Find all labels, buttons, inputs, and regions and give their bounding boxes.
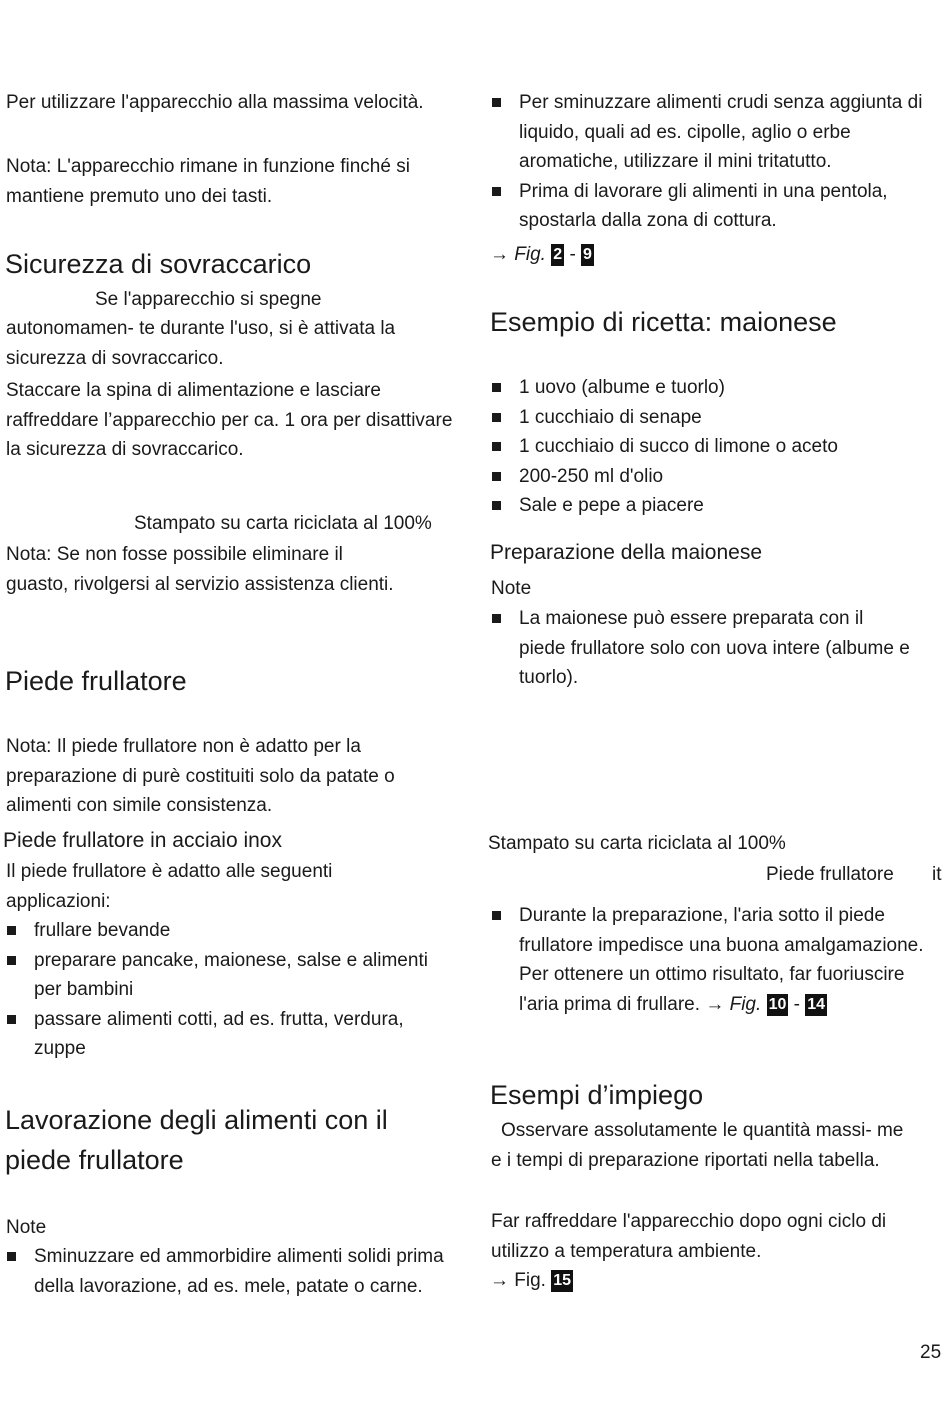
- arrow-right-icon: →: [705, 993, 725, 1015]
- fig-number-badge: 14: [805, 994, 827, 1016]
- list-item: Sale e pepe a piacere: [491, 491, 947, 521]
- paragraph-service: Nota: Se non fosse possibile eliminare il guasto, rivolgersi al servizio assistenza clienti.: [6, 544, 394, 595]
- fig-range-separator: -: [793, 993, 800, 1015]
- heading-lavorazione: Lavorazione degli alimenti con il piede frullatore: [5, 1105, 388, 1175]
- fig-number-badge: 9: [581, 244, 594, 266]
- language-code: it: [932, 864, 942, 885]
- paragraph-quantities: Osservare assolutamente le quantità massi- me e i tempi di preparazione riportati nella tabella.: [491, 1120, 904, 1171]
- subheading-preparazione: Preparazione della maionese: [490, 541, 763, 564]
- arrow-right-icon: →: [490, 1270, 509, 1291]
- fig-range-separator: -: [569, 244, 576, 265]
- figure-reference-2-9: [490, 241, 594, 269]
- page-number: 25: [920, 1342, 942, 1363]
- notes-list-right: [491, 604, 911, 693]
- paragraph-applications: Il piede frullatore è adatto alle seguenti applicazioni:: [6, 861, 333, 912]
- fig-number-badge: 15: [551, 1270, 573, 1292]
- fig-number-badge: 10: [767, 994, 789, 1016]
- printed-note-left: Stampato su carta riciclata al 100%: [134, 513, 432, 534]
- arrow-right-icon: →: [490, 244, 509, 265]
- notes-list-left: [6, 1242, 456, 1301]
- list-item: 1 cucchiaio di succo di limone o aceto: [491, 432, 947, 462]
- heading-piede-frullatore: Piede frullatore: [5, 666, 187, 696]
- list-item: passare alimenti cotti, ad es. frutta, verdura, zuppe: [6, 1005, 456, 1064]
- list-item: Prima di lavorare gli alimenti in una pentola, spostarla dalla zona di cottura.: [491, 177, 947, 236]
- fig-number-badge: 2: [551, 244, 564, 266]
- note-label-right: Note: [491, 578, 532, 599]
- list-item: preparare pancake, maionese, salse e alimenti per bambini: [6, 946, 456, 1005]
- uses-list: [6, 916, 456, 1064]
- ingredients-list: [491, 373, 947, 521]
- figure-reference-15: [490, 1267, 573, 1295]
- bullets-top-right: [491, 88, 947, 236]
- list-item: 200-250 ml d'olio: [491, 462, 947, 492]
- note-label-left: Note: [6, 1217, 47, 1238]
- list-item: Sminuzzare ed ammorbidire alimenti solidi prima della lavorazione, ad es. mele, patate o carne.: [6, 1242, 456, 1301]
- paragraph-not-suitable: Nota: Il piede frullatore non è adatto per la preparazione di purè costituiti solo da patate o alimenti con simile consistenza.: [6, 736, 395, 816]
- list-item: 1 uovo (albume e tuorlo): [491, 373, 947, 403]
- list-item: [491, 901, 936, 1019]
- paragraph-max-speed: Per utilizzare l'apparecchio alla massima velocità.: [6, 92, 424, 113]
- paragraph-overload-rest: autonomamen- te durante l'uso, si è attivata la sicurezza di sovraccarico.: [6, 318, 396, 369]
- paragraph-cool-down: Far raffreddare l'apparecchio dopo ogni ciclo di utilizzo a temperatura ambiente.: [491, 1211, 887, 1262]
- running-title: Piede frullatore: [766, 864, 894, 885]
- paragraph-unplug: Staccare la spina di alimentazione e lasciare raffreddare l’apparecchio per ca. 1 ora per disattivare la sicurezza di sovraccarico.: [6, 380, 453, 460]
- fig-label: Fig.: [514, 1270, 546, 1291]
- heading-esempi-impiego: Esempi d’impiego: [490, 1080, 704, 1110]
- fig-label: Fig.: [729, 993, 762, 1015]
- bullets-mid-right: [491, 901, 936, 1019]
- paragraph-overload-line1: Se l'apparecchio si spegne: [95, 289, 322, 310]
- heading-sicurezza: Sicurezza di sovraccarico: [5, 249, 312, 279]
- air-instruction-text: Durante la preparazione, l'aria sotto il piede frullatore impedisce una buona amalgamazione. Per ottenere un ottimo risultato, far fuoriuscire l'aria prima di frullare.: [519, 905, 924, 1015]
- paragraph-note-keys: Nota: L'apparecchio rimane in funzione finché si mantiene premuto uno dei tasti.: [6, 156, 410, 207]
- fig-label: Fig.: [514, 244, 546, 265]
- list-item: 1 cucchiaio di senape: [491, 403, 947, 433]
- list-item: La maionese può essere preparata con il piede frullatore solo con uova intere (albume e tuorlo).: [491, 604, 911, 693]
- list-item: frullare bevande: [6, 916, 456, 946]
- heading-esempio-ricetta: Esempio di ricetta: maionese: [490, 307, 837, 337]
- subheading-inox: Piede frullatore in acciaio inox: [3, 829, 282, 852]
- list-item: Per sminuzzare alimenti crudi senza aggiunta di liquido, quali ad es. cipolle, aglio o erbe aromatiche, utilizzare il mini tritatutto.: [491, 88, 947, 177]
- printed-note-right: Stampato su carta riciclata al 100%: [488, 833, 786, 854]
